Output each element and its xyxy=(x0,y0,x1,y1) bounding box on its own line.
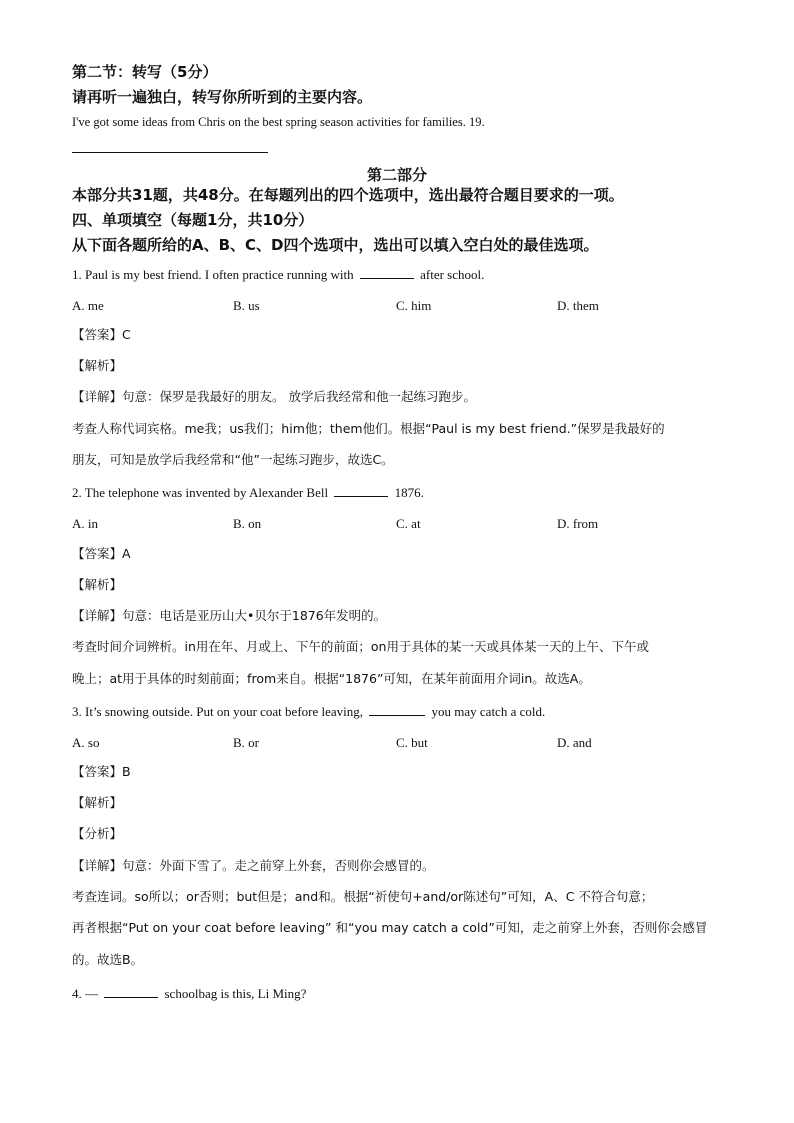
fenxi-label: 【分析】 xyxy=(72,826,123,841)
analysis-label: 【解析】 xyxy=(72,358,123,373)
explanation-line: 的。故选B。 xyxy=(72,952,144,967)
answer-blank xyxy=(360,267,414,279)
section4-instruction: 从下面各题所给的A、B、C、D四个选项中，选出可以填入空白处的最佳选项。 xyxy=(72,236,599,254)
part2-intro: 本部分共31题，共48分。在每题列出的四个选项中，选出最符合题目要求的一项。 xyxy=(72,186,624,204)
analysis-label: 【解析】 xyxy=(72,577,123,592)
explanation-line: 考查时间介词辨析。in用在年、月或上、下午的前面；on用于具体的某一天或具体某一天的上午、下午或 xyxy=(72,639,649,654)
detail-text: 【详解】句意：电话是亚历山大•贝尔于1876年发明的。 xyxy=(72,608,387,623)
answer-line xyxy=(72,152,268,153)
answer-blank xyxy=(369,704,425,716)
option-c: C. at xyxy=(396,516,421,531)
option-d: D. them xyxy=(557,298,599,313)
section2-instruction: 请再听一遍独白，转写你所听到的主要内容。 xyxy=(72,88,373,106)
option-c: C. but xyxy=(396,735,428,750)
option-a: A. so xyxy=(72,735,100,750)
question-3-stem xyxy=(72,704,545,718)
option-b: B. on xyxy=(233,516,262,531)
question-stem-after: you may catch a cold. xyxy=(431,704,546,719)
explanation-line: 朋友，可知是放学后我经常和“他”一起练习跑步，故选C。 xyxy=(72,452,394,467)
question-stem-before: 1. Paul is my best friend. I often practice running with xyxy=(72,267,354,282)
answer-blank xyxy=(334,485,388,497)
question-stem-before: 2. The telephone was invented by Alexander Bell xyxy=(72,485,329,500)
explanation-line: 考查连词。so所以；or否则；but但是；and和。根据“祈使句+and/or陈述句”可知，A、C 不符合句意； xyxy=(72,889,654,904)
question-2-stem xyxy=(72,485,424,499)
question-stem-after: after school. xyxy=(420,267,485,282)
answer-label: 【答案】C xyxy=(72,327,131,342)
option-b: B. us xyxy=(233,298,260,313)
option-d: D. from xyxy=(557,516,599,531)
question-stem-before: 3. It’s snowing outside. Put on your coat before leaving, xyxy=(72,704,364,719)
detail-text: 【详解】句意：外面下雪了。走之前穿上外套，否则你会感冒的。 xyxy=(72,858,435,873)
question-4-stem xyxy=(72,986,306,1000)
detail-text: 【详解】句意：保罗是我最好的朋友。 放学后我经常和他一起练习跑步。 xyxy=(72,389,476,404)
explanation-line: 晚上；at用于具体的时刻前面；from来自。根据“1876”可知，在某年前面用介词in。故选A。 xyxy=(72,671,591,686)
option-a: A. me xyxy=(72,298,104,313)
explanation-line: 再者根据“Put on your coat before leaving” 和“you may catch a cold”可知，走之前穿上外套，否则你会感冒 xyxy=(72,920,708,935)
explanation-line: 考查人称代词宾格。me我；us我们；him他；them他们。根据“Paul is my best friend.”保罗是我最好的 xyxy=(72,421,665,436)
option-a: A. in xyxy=(72,516,98,531)
answer-label: 【答案】B xyxy=(72,764,131,779)
answer-label: 【答案】A xyxy=(72,546,131,561)
part2-title: 第二部分 xyxy=(366,166,427,184)
section4-heading: 四、单项填空（每题1分，共10分） xyxy=(72,211,314,229)
analysis-label: 【解析】 xyxy=(72,795,123,810)
option-c: C. him xyxy=(396,298,432,313)
option-d: D. and xyxy=(557,735,592,750)
section2-heading: 第二节：转写（5分） xyxy=(72,63,218,81)
question-stem-after: 1876. xyxy=(394,485,424,500)
question-1-stem xyxy=(72,267,484,281)
option-b: B. or xyxy=(233,735,259,750)
section2-sentence: I've got some ideas from Chris on the best spring season activities for families. 19. xyxy=(72,115,485,129)
question-stem-after: schoolbag is this, Li Ming? xyxy=(164,986,307,1001)
answer-blank xyxy=(104,986,158,998)
question-stem-before: 4. — xyxy=(72,986,98,1001)
